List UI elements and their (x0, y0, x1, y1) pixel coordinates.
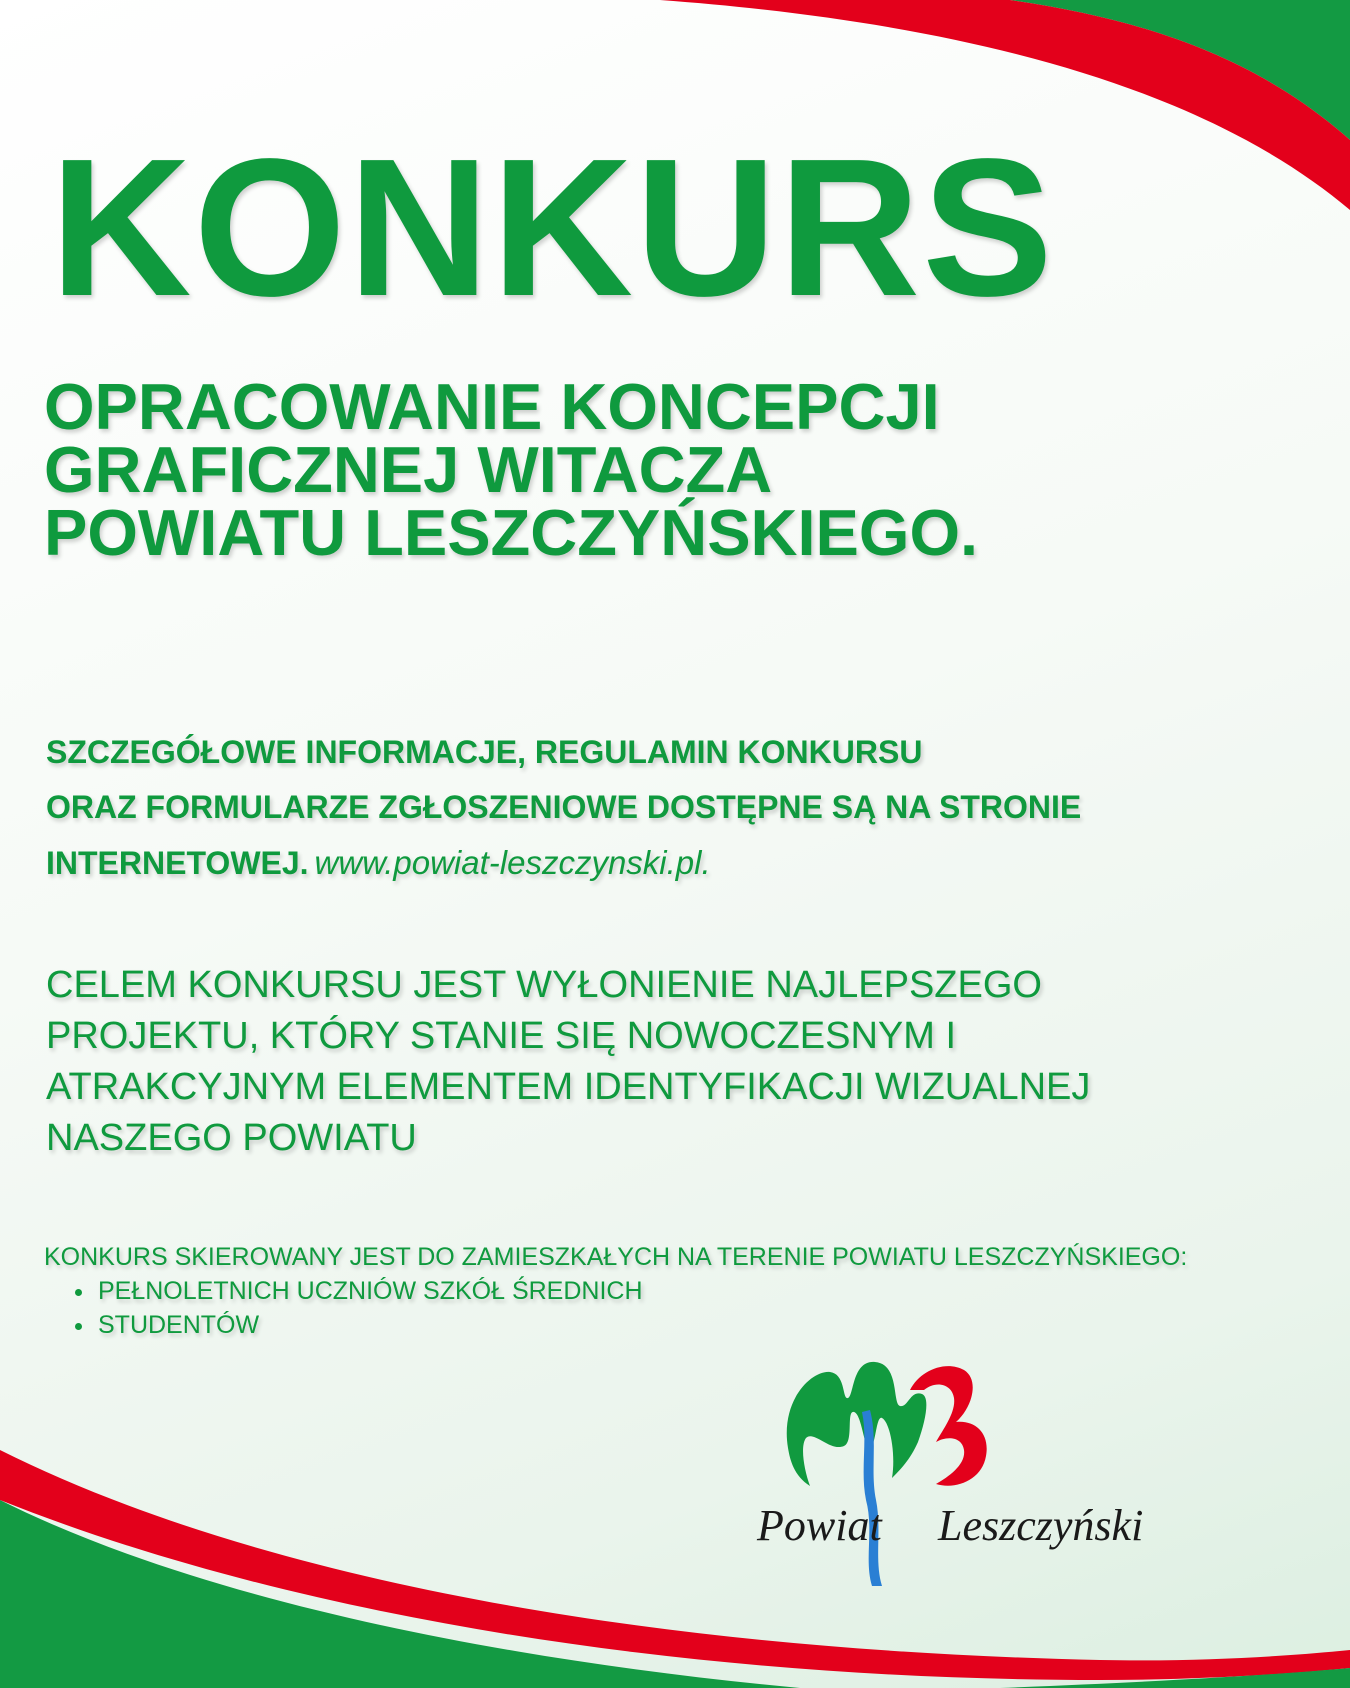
goal-line: NASZEGO POWIATU (46, 1117, 417, 1159)
info-internet-label: INTERNETOWEJ. (46, 845, 309, 881)
website-link[interactable]: www.powiat-leszczynski.pl. (314, 844, 711, 881)
list-item: • PEŁNOLETNICH UCZNIÓW SZKÓŁ ŚREDNICH (96, 1274, 1334, 1308)
goal-paragraph (46, 960, 1326, 1164)
powiat-logo-icon (750, 1360, 1190, 1590)
goal-line: ATRAKCYJNYM ELEMENTEM IDENTYFIKACJI WIZUALNEJ (46, 1066, 1091, 1108)
info-line: ORAZ FORMULARZE ZGŁOSZENIOWE DOSTĘPNE SĄ NA STRONIE (46, 789, 1082, 825)
target-audience (44, 1240, 1334, 1342)
info-line-last (46, 835, 1336, 891)
goal-line: CELEM KONKURSU JEST WYŁONIENIE NAJLEPSZEGO (46, 964, 1042, 1006)
subtitle-line: OPRACOWANIE KONCEPCJI (44, 370, 940, 443)
info-line: SZCZEGÓŁOWE INFORMACJE, REGULAMIN KONKURSU (46, 734, 923, 770)
logo-word-powiat: Powiat (757, 1501, 882, 1550)
info-paragraph (46, 725, 1336, 891)
goal-line: PROJEKTU, KTÓRY STANIE SIĘ NOWOCZESNYM I (46, 1015, 957, 1057)
subtitle-line: POWIATU LESZCZYŃSKIEGO. (44, 496, 979, 569)
competition-subtitle (44, 370, 1304, 569)
target-lead: KONKURS SKIEROWANY JEST DO ZAMIESZKAŁYCH NA TERENIE POWIATU LESZCZYŃSKIEGO: (44, 1243, 1188, 1271)
subtitle-line: GRAFICZNEJ WITACZA (44, 433, 773, 506)
main-title: KONKURS (50, 118, 1055, 337)
logo-word-leszczynski: Leszczyński (938, 1501, 1144, 1550)
target-list (44, 1274, 1334, 1342)
list-item: • STUDENTÓW (96, 1308, 1334, 1342)
